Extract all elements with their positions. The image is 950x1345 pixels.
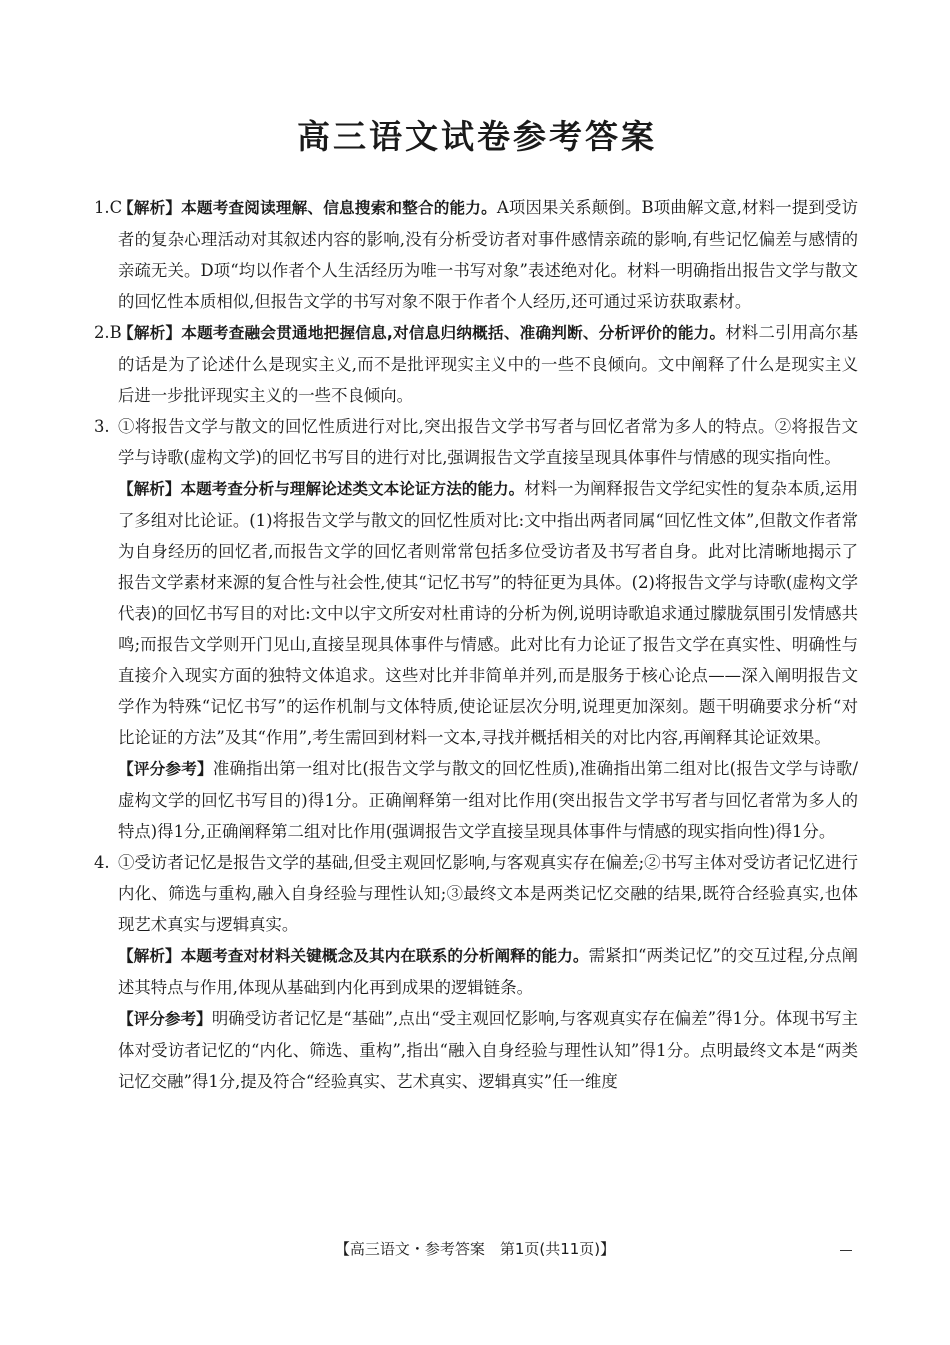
answer-text: ①受访者记忆是报告文学的基础,但受主观回忆影响,与客观真实存在偏差;②书写主体对受访者记忆进行内化、筛选与重构,融入自身经验与理性认知;③最终文本是两类记忆交融的结果,既符合经验真实,也体现艺术真实与逻辑真实。: [118, 853, 858, 934]
score-text: 明确受访者记忆是“基础”,点出“受主观回忆影响,与客观真实存在偏差”得1分。体现书写主体对受访者记忆的“内化、筛选、重构”,指出“融入自身经验与理性认知”得1分。点明最终文本是“两类记忆交融”得1分,提及符合“经验真实、艺术真实、逻辑真实”任一维度: [118, 1009, 858, 1091]
question-2: [96, 317, 858, 411]
analysis-text: 材料二引用高尔基的话是为了论述什么是现实主义,而不是批评现实主义中的一些不良倾向。文中阐释了什么是现实主义后进一步批评现实主义的一些不良倾向。: [118, 323, 859, 405]
analysis-text: 需紧扣“两类记忆”的交互过程,分点阐述其特点与作用,体现从基础到内化再到成果的逻辑链条。: [118, 946, 858, 997]
question-3: [96, 411, 858, 473]
question-number: 1.C: [94, 198, 123, 217]
score-paragraph: [96, 753, 858, 847]
question-number: 4.: [94, 853, 110, 872]
page-footer: 【高三语文・参考答案 第1页(共11页)】: [334, 1240, 616, 1258]
analysis-text: 材料一为阐释报告文学纪实性的复杂本质,运用了多组对比论证。(1)将报告文学与散文的回忆性质对比:文中指出两者同属“回忆性文体”,但散文作者常为自身经历的回忆者,而报告文学的回忆者则常常包括多位受访者及书写者自身。此对比清晰地揭示了报告文学素材来源的复合性与社会性,使其“记忆书写”的特征更为具体。(2)将报告文学与诗歌(虚构文学代表)的回忆书写目的对比:文中以宇文所安对杜甫诗的分析为例,说明诗歌追求通过朦胧氛围引发情感共鸣;而报告文学则开门见山,直接呈现具体事件与情感。此对比有力论证了报告文学在真实性、明确性与直接介入现实方面的独特文体追求。这些对比并非简单并列,而是服务于核心论点——深入阐明报告文学作为特殊“记忆书写”的运作机制与文体特质,使论证层次分明,说理更加深刻。题干明确要求分析“对比论证的方法”及其“作用”,考生需回到材料一文本,寻找并概括相关的对比内容,再阐释其论证效果。: [118, 479, 858, 747]
analysis-paragraph: [96, 473, 858, 753]
page-title: 高三语文试卷参考答案: [297, 117, 657, 156]
analysis-tag: 【解析】本题考查对材料关键概念及其内在联系的分析阐释的能力。: [118, 947, 589, 965]
analysis-tag: 【解析】本题考查分析与理解论述类文本论证方法的能力。: [118, 480, 525, 498]
question-1: [96, 192, 858, 317]
analysis-tag: 【解析】本题考查阅读理解、信息搜索和整合的能力。: [118, 199, 497, 217]
analysis-tag: 【解析】本题考查融会贯通地把握信息,对信息归纳概括、准确判断、分析评价的能力。: [118, 324, 726, 342]
answer-body: [96, 192, 858, 1097]
score-tag: 【评分参考】: [118, 760, 213, 778]
score-text: 准确指出第一组对比(报告文学与散文的回忆性质),准确指出第二组对比(报告文学与诗歌/虚构文学的回忆书写目的)得1分。正确阐释第一组对比作用(突出报告文学书写者与回忆者常为多人的特点)得1分,正确阐释第二组对比作用(强调报告文学直接呈现具体事件与情感的现实指向性)得1分。: [118, 759, 858, 841]
analysis-text: A项因果关系颠倒。B项曲解文意,材料一提到受访者的复杂心理活动对其叙述内容的影响,没有分析受访者对事件感情亲疏的影响,有些记忆偏差与感情的亲疏无关。D项“均以作者个人生活经历为唯一书写对象”表述绝对化。材料一明确指出报告文学与散文的回忆性本质相似,但报告文学的书写对象不限于作者个人经历,还可通过采访获取素材。: [118, 198, 858, 311]
answer-text: ①将报告文学与散文的回忆性质进行对比,突出报告文学书写者与回忆者常为多人的特点。②将报告文学与诗歌(虚构文学)的回忆书写目的进行对比,强调报告文学直接呈现具体事件与情感的现实指向性。: [118, 417, 858, 467]
score-tag: 【评分参考】: [118, 1010, 212, 1028]
corner-mark: [840, 1250, 852, 1251]
question-number: 3.: [94, 417, 110, 436]
analysis-paragraph: [96, 940, 858, 1003]
question-number: 2.B: [94, 323, 122, 342]
score-paragraph: [96, 1003, 858, 1097]
question-4: [96, 847, 858, 940]
